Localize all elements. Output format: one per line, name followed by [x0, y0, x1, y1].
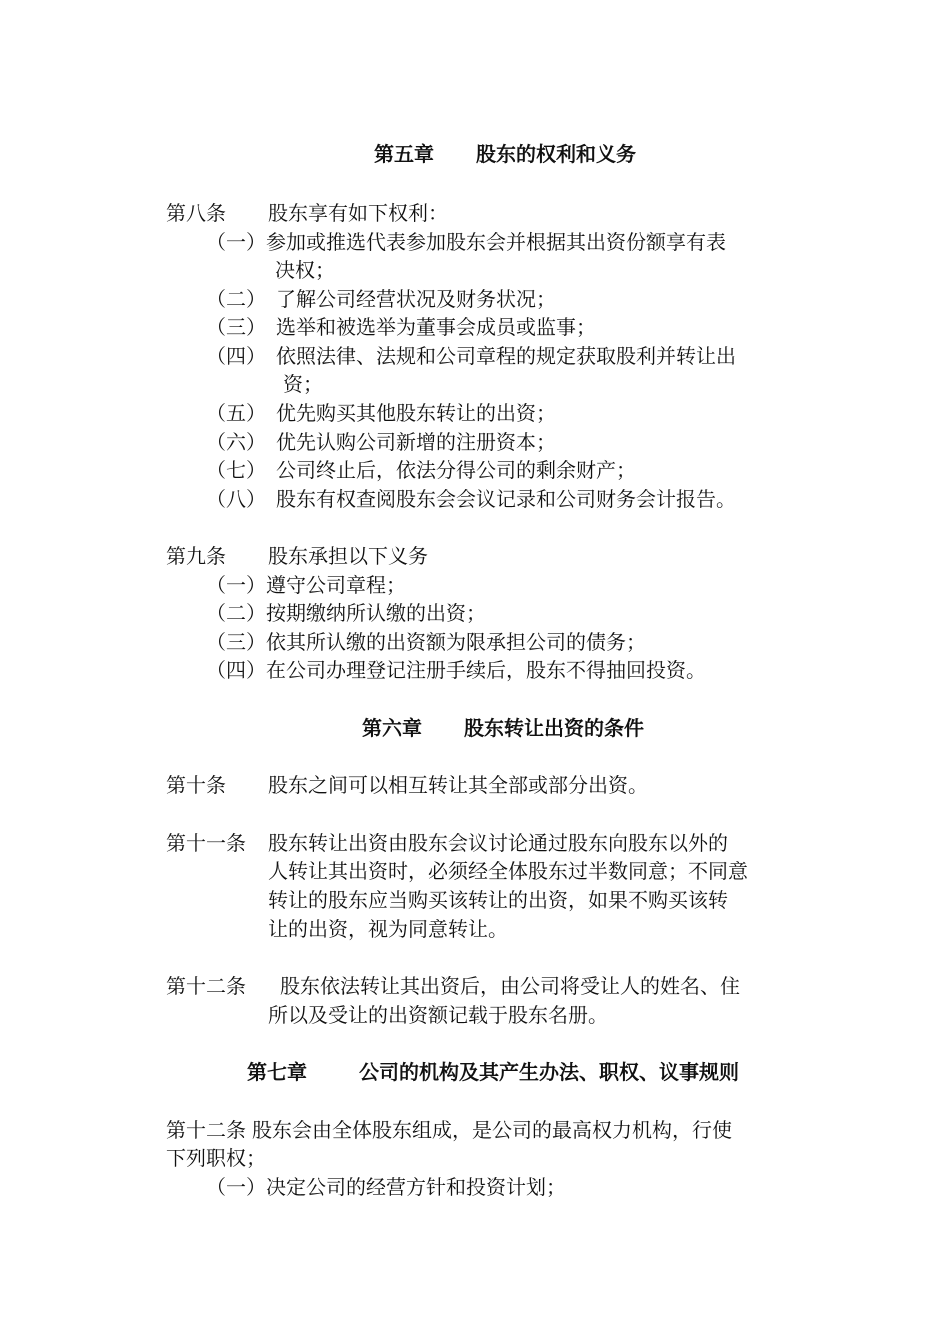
item-mark: （一）: [206, 573, 266, 597]
article-8-heading: [166, 199, 448, 227]
article-9-item-2: [206, 599, 486, 627]
chapter-5-title: 股东的权利和义务: [476, 142, 636, 166]
item-text: 遵守公司章程；: [266, 573, 406, 597]
article-11-line-3: 转让的股东应当购买该转让的出资，如果不购买该转: [268, 888, 728, 912]
article-8-item-3: [206, 313, 596, 341]
article-8-intro: 股东享有如下权利：: [268, 201, 448, 225]
chapter-7-heading: [247, 1058, 739, 1086]
item-text: 参加或推选代表参加股东会并根据其出资份额享有表: [266, 230, 726, 254]
article-9-label: 第九条: [166, 544, 226, 568]
item-text: 在公司办理登记注册手续后，股东不得抽回投资。: [266, 658, 706, 682]
article-12b-text: 股东会由全体股东组成，是公司的最高权力机构，行使: [252, 1118, 732, 1142]
article-11-text: 股东转让出资由股东会议讨论通过股东向股东以外的: [268, 831, 728, 855]
article-11-label: 第十一条: [166, 831, 246, 855]
article-12a-label: 第十二条: [166, 974, 246, 998]
chapter-6-heading: [362, 714, 644, 742]
article-12b-line-1: [166, 1116, 732, 1144]
chapter-5-heading: [374, 140, 636, 168]
article-11-line-2: 人转让其出资时，必须经全体股东过半数同意；不同意: [268, 859, 748, 883]
item-text: 优先认购公司新增的注册资本；: [276, 430, 556, 454]
article-9-item-4: [206, 656, 706, 684]
chapter-7-title: 公司的机构及其产生办法、职权、议事规则: [359, 1060, 739, 1084]
item-text: 股东有权查阅股东会会议记录和公司财务会计报告。: [276, 487, 736, 511]
article-9-intro: 股东承担以下义务: [268, 544, 428, 568]
article-8-item-7: [206, 456, 636, 484]
chapter-5-number: 第五章: [374, 142, 434, 166]
chapter-7-number: 第七章: [247, 1060, 307, 1084]
chapter-6-number: 第六章: [362, 716, 422, 740]
item-mark: （一）: [206, 1175, 266, 1199]
article-8-item-2: [206, 285, 556, 313]
article-8-item-8: [206, 485, 736, 513]
article-8-label: 第八条: [166, 201, 226, 225]
item-text: 选举和被选举为董事会成员或监事；: [276, 315, 596, 339]
item-mark: （三）: [206, 315, 266, 339]
item-mark: （五）: [206, 401, 266, 425]
item-mark: （四）: [206, 344, 266, 368]
item-text: 优先购买其他股东转让的出资；: [276, 401, 556, 425]
article-8-item-4: [206, 342, 736, 370]
item-mark: （六）: [206, 430, 266, 454]
article-12a-line-1: [166, 972, 740, 1000]
article-11-line-4: 让的出资，视为同意转让。: [268, 917, 508, 941]
article-10-text: 股东之间可以相互转让其全部或部分出资。: [268, 773, 648, 797]
article-9-heading: [166, 542, 428, 570]
chapter-6-title: 股东转让出资的条件: [464, 716, 644, 740]
article-8-item-1: [206, 228, 726, 256]
article-9-item-1: [206, 571, 406, 599]
item-text: 决定公司的经营方针和投资计划；: [266, 1175, 566, 1199]
article-8-item-5: [206, 399, 556, 427]
article-8-item-4-cont: 资；: [283, 372, 323, 396]
item-mark: （二）: [206, 601, 266, 625]
item-mark: （八）: [206, 487, 266, 511]
article-12b-line-2: 下列职权；: [166, 1146, 266, 1170]
article-10-label: 第十条: [166, 773, 226, 797]
item-mark: （二）: [206, 287, 266, 311]
article-10: [166, 771, 648, 799]
article-12b-item-1: [206, 1173, 566, 1201]
item-text: 公司终止后，依法分得公司的剩余财产；: [276, 458, 636, 482]
item-text: 依其所认缴的出资额为限承担公司的债务；: [266, 630, 646, 654]
article-12b-label: 第十二条: [166, 1118, 246, 1142]
item-text: 依照法律、法规和公司章程的规定获取股利并转让出: [276, 344, 736, 368]
article-9-item-3: [206, 628, 646, 656]
article-8-item-6: [206, 428, 556, 456]
item-text: 按期缴纳所认缴的出资；: [266, 601, 486, 625]
item-mark: （七）: [206, 458, 266, 482]
article-12a-line-2: 所以及受让的出资额记载于股东名册。: [268, 1003, 608, 1027]
item-mark: （三）: [206, 630, 266, 654]
article-8-item-1-cont: 决权；: [275, 258, 335, 282]
article-11-line-1: [166, 829, 728, 857]
item-text: 了解公司经营状况及财务状况；: [276, 287, 556, 311]
item-mark: （四）: [206, 658, 266, 682]
article-12a-text: 股东依法转让其出资后，由公司将受让人的姓名、住: [280, 974, 740, 998]
item-mark: （一）: [206, 230, 266, 254]
